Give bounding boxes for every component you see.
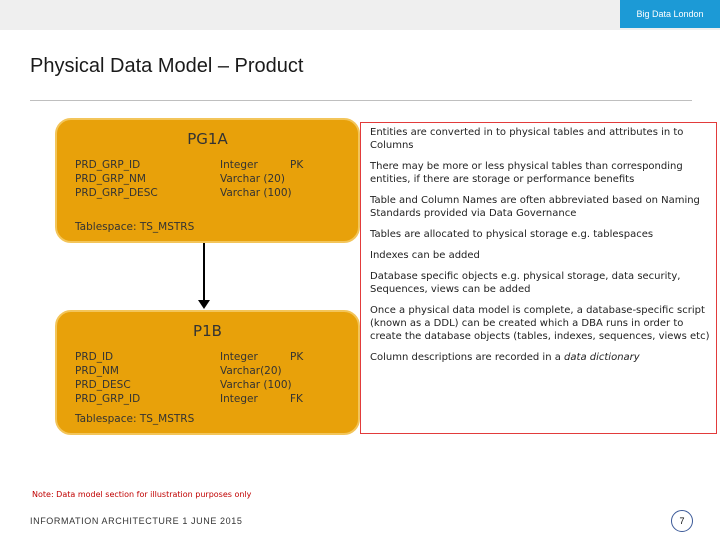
key-label: PK bbox=[290, 351, 304, 363]
attribute-name: PRD_GRP_ID bbox=[75, 159, 141, 171]
attribute-keys bbox=[290, 158, 303, 172]
attribute-keys bbox=[290, 350, 303, 406]
attribute-name: PRD_GRP_DESC bbox=[75, 187, 158, 199]
page-number: 7 bbox=[671, 510, 693, 532]
data-dictionary-term: data dictionary bbox=[564, 352, 640, 363]
entity-p1b bbox=[55, 310, 360, 435]
note-item: Table and Column Names are often abbreviated based on Naming Standards provided via Data Governance bbox=[370, 195, 700, 219]
attribute-type: Varchar(20) bbox=[220, 365, 282, 377]
note-item: Database specific objects e.g. physical storage, data security, Sequences, views can be added bbox=[370, 271, 681, 295]
attribute-type: Integer bbox=[220, 351, 258, 363]
attribute-type: Integer bbox=[220, 393, 258, 405]
entity-name: P1B bbox=[193, 322, 222, 340]
attribute-name: PRD_GRP_NM bbox=[75, 173, 146, 185]
attribute-name: PRD_ID bbox=[75, 351, 114, 363]
key-label: FK bbox=[290, 393, 303, 405]
attribute-type: Varchar (100) bbox=[220, 379, 292, 391]
attribute-type: Varchar (100) bbox=[220, 187, 292, 199]
note-item: Entities are converted in to physical tables and attributes in to Columns bbox=[370, 127, 684, 151]
attribute-type: Varchar (20) bbox=[220, 173, 285, 185]
note-prefix: Column descriptions are recorded in a bbox=[370, 352, 565, 363]
tablespace-label: Tablespace: TS_MSTRS bbox=[75, 221, 195, 233]
title-divider bbox=[30, 100, 692, 101]
arrowhead-icon bbox=[198, 300, 210, 309]
attribute-name: PRD_GRP_ID bbox=[75, 393, 141, 405]
key-label bbox=[290, 364, 303, 378]
note-item: Indexes can be added bbox=[370, 250, 480, 261]
note-item: Tables are allocated to physical storage e.g. tablespaces bbox=[370, 229, 654, 240]
footer-text: INFORMATION ARCHITECTURE 1 JUNE 2015 bbox=[30, 516, 243, 526]
tablespace-label: Tablespace: TS_MSTRS bbox=[75, 413, 195, 425]
attribute-names bbox=[75, 158, 158, 200]
key-label: PK bbox=[290, 159, 304, 171]
attribute-names bbox=[75, 350, 140, 406]
slide-title: Physical Data Model – Product bbox=[30, 55, 304, 77]
top-bar bbox=[0, 0, 720, 30]
attribute-type: Integer bbox=[220, 159, 258, 171]
footnote: Note: Data model section for illustration purposes only bbox=[32, 490, 252, 499]
note-item: Once a physical data model is complete, a database-specific script (known as a DDL) can be created which a DBA runs in order to create the database objects (tables, indexes, sequences, views etc) bbox=[370, 305, 710, 342]
note-item: There may be more or less physical tables than corresponding entities, if there are storage or performance benefits bbox=[370, 161, 683, 185]
attribute-name: PRD_NM bbox=[75, 365, 119, 377]
notes-box bbox=[360, 122, 717, 434]
key-label bbox=[290, 378, 303, 392]
attribute-types bbox=[220, 350, 292, 406]
entity-name: PG1A bbox=[187, 130, 228, 148]
note-item-dictionary bbox=[370, 351, 710, 364]
event-badge: Big Data London bbox=[620, 0, 720, 28]
attribute-types bbox=[220, 158, 292, 200]
entity-pg1a bbox=[55, 118, 360, 243]
attribute-name: PRD_DESC bbox=[75, 379, 131, 391]
relationship-line bbox=[203, 243, 205, 301]
